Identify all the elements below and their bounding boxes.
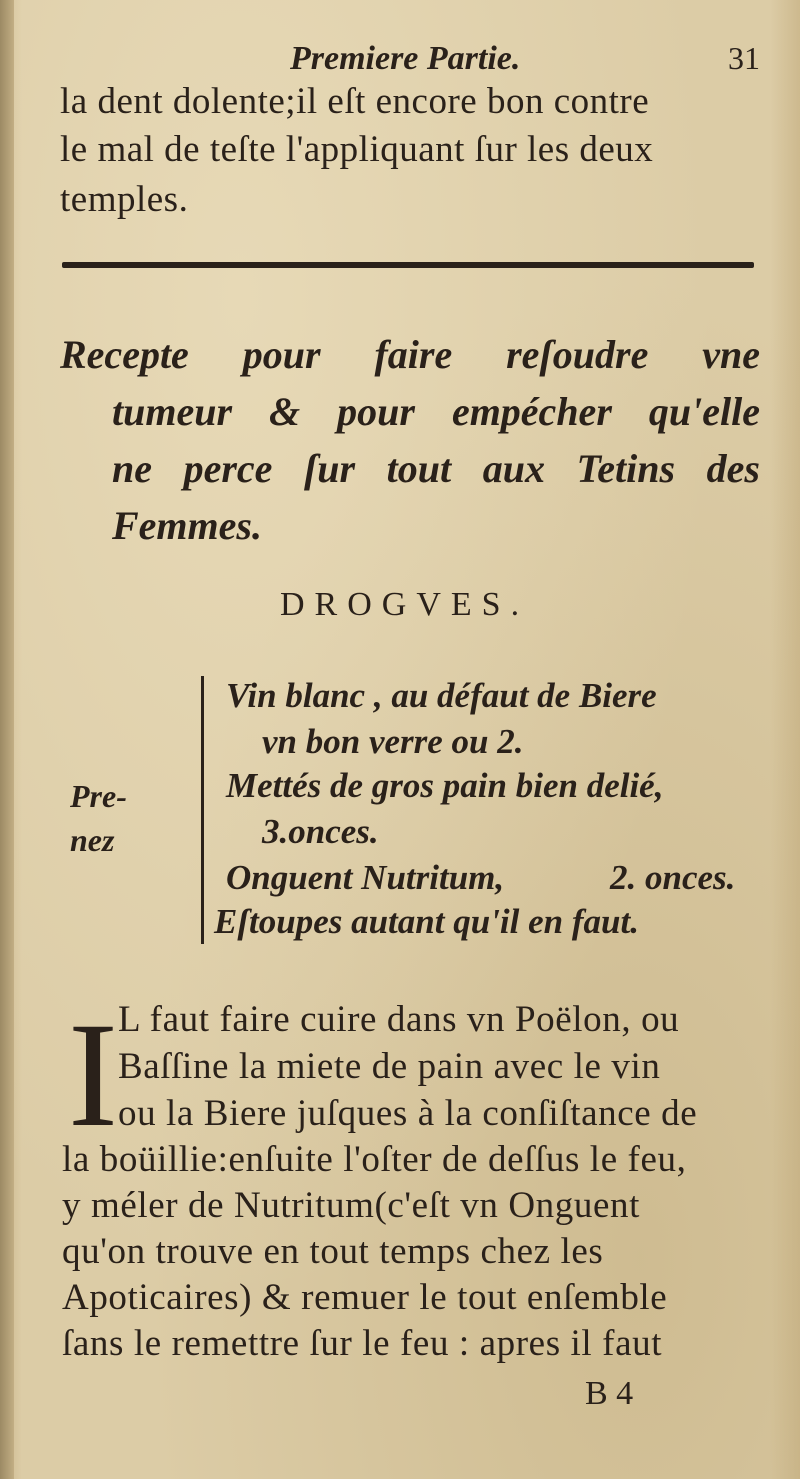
title-word: empécher: [451, 389, 612, 434]
title-word: tout: [386, 446, 452, 491]
ingredient-line: Vin blanc , au défaut de Biere: [226, 676, 657, 715]
paragraph-line: la boüillie:enſuite l'oſter de deſſus le feu,: [62, 1139, 687, 1180]
title-word: aux: [482, 446, 545, 491]
title-word: qu'elle: [648, 389, 760, 434]
text-line: temples.: [60, 179, 189, 220]
title-word: perce: [183, 446, 273, 491]
title-word: pour: [337, 389, 415, 434]
paragraph-line: L faut faire cuire dans vn Poëlon, ou: [118, 999, 680, 1040]
paragraph-line: ſans le remettre ſur le feu : apres il faut: [62, 1323, 663, 1364]
title-word: reſoudre: [506, 332, 649, 377]
paragraph-line: Apoticaires) & remuer le tout enſemble: [62, 1277, 668, 1318]
page-number: 31: [728, 40, 760, 76]
ingredient-line: 3.onces.: [262, 812, 379, 851]
page-gutter: [0, 0, 14, 1479]
section-divider-rule: [62, 262, 754, 268]
recipe-title-line: [112, 440, 760, 497]
title-word: des: [706, 446, 760, 491]
title-word: vne: [702, 332, 760, 377]
prenez-label: Pre-: [70, 778, 127, 814]
ingredient-line: Eſtoupes autant qu'il en faut.: [214, 902, 639, 941]
recipe-title-line: [60, 326, 760, 383]
ingredient-line: Mettés de gros pain bien delié,: [226, 766, 664, 805]
paragraph-line: qu'on trouve en tout temps chez les: [62, 1231, 604, 1272]
ingredient-line: Onguent Nutritum,: [226, 858, 505, 897]
title-word: tumeur: [112, 389, 233, 434]
recipe-title-line: [112, 383, 760, 440]
paragraph-line: Baſſine la miete de pain avec le vin: [118, 1046, 661, 1087]
title-word: ſur: [303, 446, 356, 491]
title-word: &: [269, 389, 301, 434]
ingredients-bracket: [201, 676, 204, 944]
ingredient-line: vn bon verre ou 2.: [262, 722, 524, 761]
signature-mark: B 4: [585, 1375, 634, 1412]
title-word: Recepte: [60, 332, 189, 377]
title-word: Tetins: [576, 446, 676, 491]
text-line: la dent dolente;il eſt encore bon contre: [60, 81, 650, 122]
title-word: Femmes.: [112, 503, 262, 548]
paragraph-line: ou la Biere juſques à la conſiſtance de: [118, 1093, 698, 1134]
recipe-title-line: [112, 497, 760, 554]
text-line: le mal de teſte l'appliquant ſur les deux: [60, 129, 654, 170]
drop-cap: I: [68, 992, 118, 1158]
running-title: Premiere Partie.: [290, 40, 521, 77]
ingredient-quantity: 2. onces.: [610, 858, 736, 897]
title-word: ne: [112, 446, 152, 491]
paragraph-line: y méler de Nutritum(c'eſt vn Onguent: [62, 1185, 640, 1226]
title-word: faire: [374, 332, 453, 377]
drogues-heading: DROGVES.: [280, 586, 530, 623]
prenez-label: nez: [70, 822, 115, 858]
title-word: pour: [242, 332, 321, 377]
